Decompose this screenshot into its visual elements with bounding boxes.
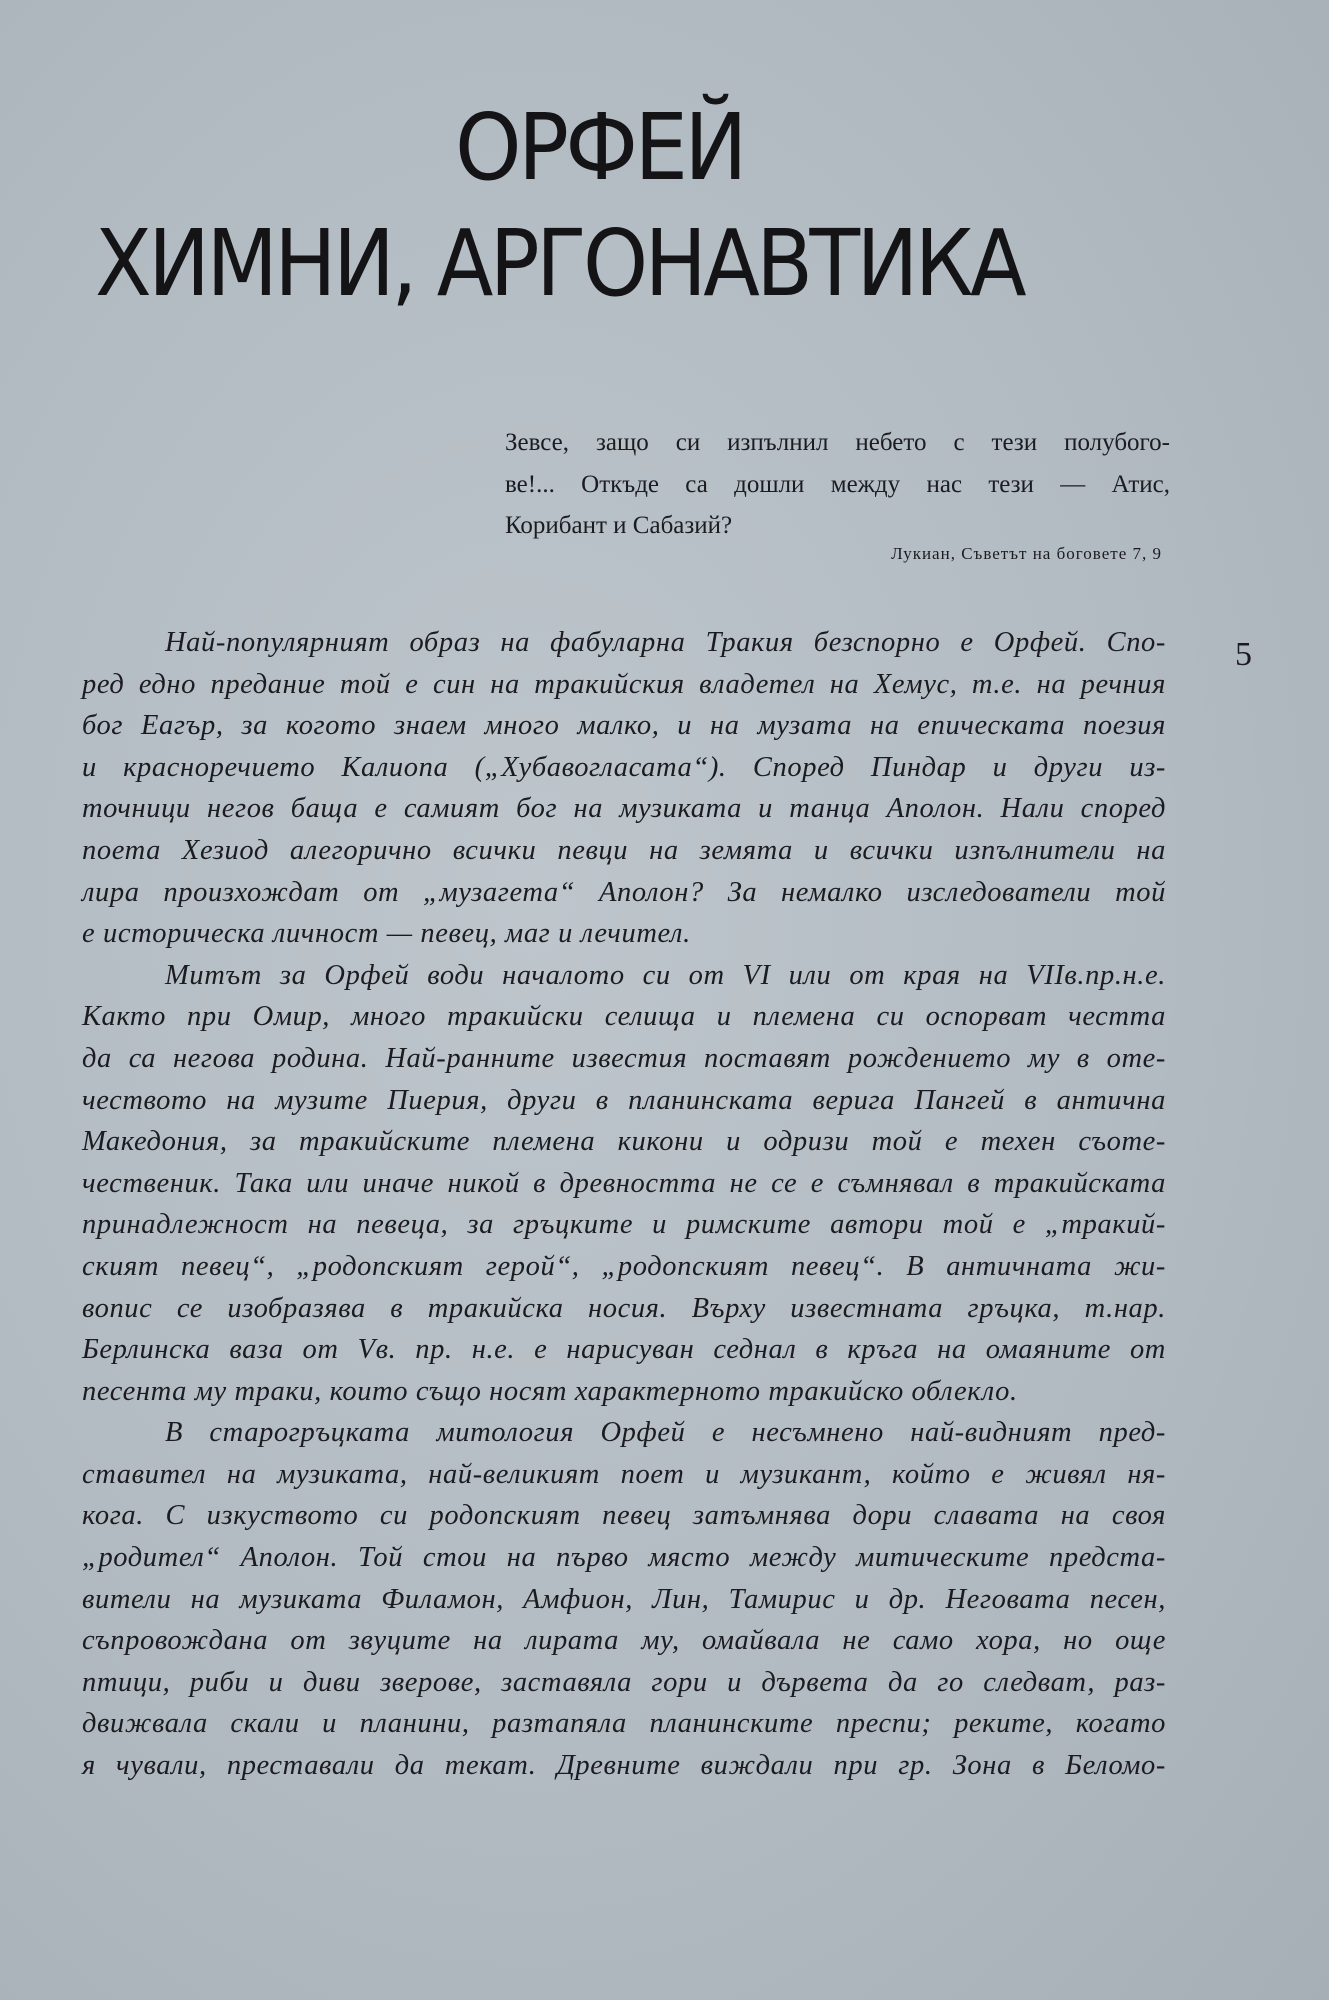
text-line: ред едно предание той е син на тракийския владетел на Хемус, т.е. на речния (82, 668, 1166, 700)
page-number: 5 (1235, 636, 1252, 673)
epigraph (505, 428, 1170, 553)
text-line: песента му траки, които също носят характерното тракийско облекло. (82, 1375, 1018, 1407)
text-line: принадлежност на певеца, за гръцките и римските автори той е „тракий- (82, 1209, 1166, 1241)
epigraph-line: Корибант и Сабазий? (505, 512, 733, 540)
text-line: ският певец“, „родопският герой“, „родопският певец“. В античната жи- (82, 1250, 1166, 1282)
text-line: В старогръцката митология Орфей е несъмнено най-видният пред- (165, 1417, 1166, 1449)
body-text (82, 622, 1166, 1787)
text-line: Берлинска ваза от Vв. пр. н.е. е нарисуван седнал в кръга на омаяните от (82, 1334, 1166, 1366)
text-line: движвала скали и планини, разтапяла планинските преспи; реките, когато (82, 1708, 1166, 1740)
chapter-title-line-2: ХИМНИ, АРГОНАВТИКА (95, 210, 1024, 317)
text-line: „родител“ Аполон. Той стои на първо място между митическите предста- (82, 1542, 1166, 1574)
text-line: ставител на музиката, най-великият поет и музикант, който е живял ня- (82, 1458, 1166, 1490)
text-line: да са негова родина. Най-ранните известия поставят рождението му в оте- (82, 1042, 1166, 1074)
text-line: чеството на музите Пиерия, други в планинската верига Пангей в антична (82, 1084, 1166, 1116)
text-line: Както при Омир, много тракийски селища и племена си оспорват честта (82, 1001, 1166, 1033)
text-line: и красноречието Калиопа („Хубавогласата“). Според Пиндар и други из- (82, 751, 1166, 783)
chapter-title-line-1: ОРФЕЙ (455, 94, 744, 201)
text-line: я чували, преставали да текат. Древните виждали при гр. Зона в Беломо- (82, 1750, 1166, 1782)
epigraph-source: Лукиан, Съветът на боговете 7, 9 (891, 544, 1162, 563)
text-line: поета Хезиод алегорично всички певци на земята и всички изпълнители на (82, 834, 1166, 866)
text-line: птици, риби и диви зверове, заставяла гори и дървета да го следват, раз- (82, 1666, 1166, 1698)
text-line: лира произхождат от „музагета“ Аполон? За немалко изследователи той (82, 876, 1166, 908)
text-line: бог Еагър, за когото знаем много малко, и на музата на епическата поезия (82, 710, 1166, 742)
text-line: вопис се изобразява в тракийска носия. Върху известната гръцка, т.нар. (82, 1292, 1166, 1324)
text-line: кога. С изкуството си родопският певец затъмнява дори славата на своя (82, 1500, 1166, 1532)
text-line: е историческа личност — певец, маг и лечител. (82, 918, 691, 950)
text-line: Македония, за тракийските племена кикони и одризи той е техен съоте- (82, 1126, 1166, 1158)
text-line: точници негов баща е самият бог на музиката и танца Аполон. Нали според (82, 793, 1166, 825)
text-line: Митът за Орфей води началото си от VI или от края на VIIв.пр.н.е. (165, 959, 1166, 991)
epigraph-line: Зевсе, защо си изпълнил небето с тези полубого- (505, 429, 1170, 456)
text-line: съпровождана от звуците на лирата му, омайвала не само хора, но още (82, 1625, 1166, 1657)
text-line: Най-популярният образ на фабуларна Тракия безспорно е Орфей. Спо- (165, 627, 1166, 658)
text-line: чественик. Така или иначе никой в древността не се е съмнявал в тракийската (82, 1167, 1166, 1199)
epigraph-line: ве!... Откъде са дошли между нас тези — Атис, (505, 470, 1170, 498)
text-line: вители на музиката Филамон, Амфион, Лин, Тамирис и др. Неговата песен, (82, 1583, 1166, 1615)
